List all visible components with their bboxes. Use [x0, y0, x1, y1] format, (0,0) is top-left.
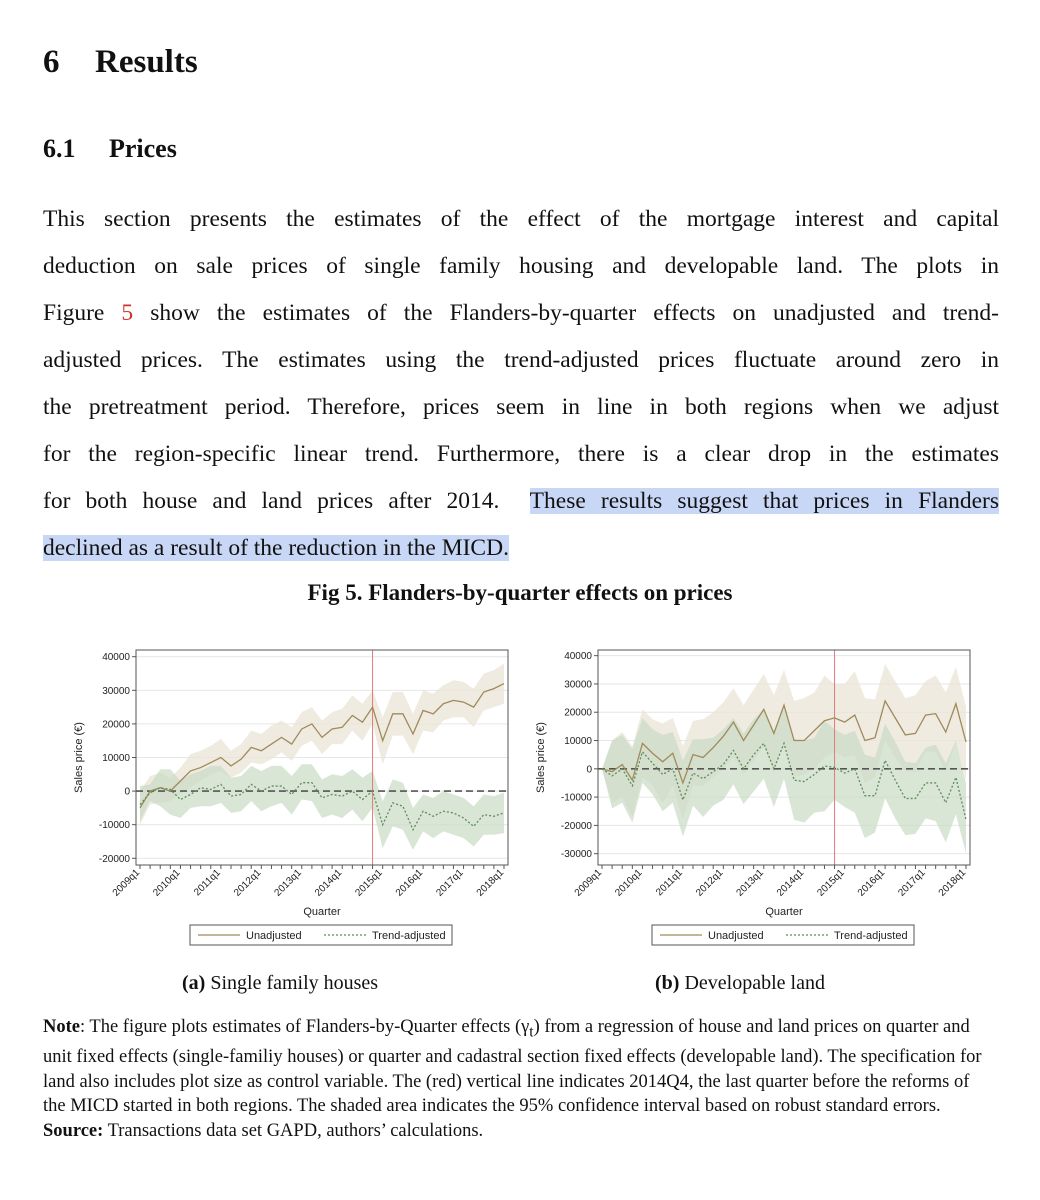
x-tick-label: 2017q1	[896, 867, 928, 899]
y-tick-label: 0	[124, 786, 130, 798]
note-text: : The figure plots estimates of Flanders-by-Quarter effects (γ	[79, 1017, 530, 1037]
highlighted-text[interactable]: These results suggest that prices in Flanders	[529, 488, 999, 514]
y-tick-label: -30000	[560, 849, 592, 861]
paragraph-line: deduction on sale prices of single family housing and developable land. The plots in	[43, 253, 999, 279]
legend-label-unadjusted: Unadjusted	[708, 930, 764, 942]
x-tick-label: 2012q1	[694, 867, 726, 899]
y-tick-label: 10000	[102, 753, 130, 764]
subcaption-b-text: Developable land	[684, 972, 825, 994]
figure-reference-link[interactable]: 5	[121, 300, 134, 326]
subcaption-a-text: Single family houses	[210, 972, 379, 994]
source-label: Source:	[43, 1120, 104, 1141]
subsection-number: 6.1	[43, 134, 76, 163]
trend-adjusted-ci-band	[140, 764, 504, 850]
paragraph-line-text: show the estimates of the Flanders-by-quarter effects on unadjusted and trend-	[150, 300, 1000, 326]
section-heading	[43, 44, 198, 81]
legend-label-unadjusted: Unadjusted	[246, 930, 302, 942]
y-tick-label: 0	[586, 764, 592, 776]
x-tick-label: 2014q1	[774, 867, 807, 899]
paragraph-line: adjusted prices. The estimates using the trend-adjusted prices fluctuate around zero in	[43, 347, 999, 373]
x-tick-label: 2009q1	[572, 867, 605, 899]
y-tick-label: 40000	[102, 652, 130, 664]
chart-legend	[190, 925, 452, 945]
x-tick-label: 2011q1	[654, 867, 686, 899]
section-number: 6	[43, 44, 60, 80]
y-tick-label: -10000	[560, 792, 592, 804]
x-tick-label: 2012q1	[232, 867, 264, 899]
chart-developable-land	[532, 640, 972, 960]
x-tick-label: 2010q1	[613, 867, 645, 899]
x-tick-label: 2017q1	[434, 867, 466, 899]
subsection-title: Prices	[109, 134, 177, 163]
x-tick-label: 2016q1	[855, 867, 888, 899]
x-tick-label: 2013q1	[272, 867, 304, 899]
y-tick-label: -10000	[98, 820, 130, 832]
note-subscript: t	[529, 1023, 534, 1041]
section-title: Results	[95, 44, 198, 80]
y-axis-title: Sales price (€)	[73, 722, 85, 793]
note-text-2: ) from a regression of house and land prices on quarter and unit fixed effects (single-familiy houses) or quarter and cadastral section fixed effects (developable land). The specification for land also includes plot size as control variable. The (red) vertical line indicates 2014Q4, the last quarter before the reforms of the MICD started in both regions. The shaded area indicates the 95% confidence interval based on robust standard errors.	[43, 1017, 982, 1117]
y-axis-title: Sales price (€)	[535, 722, 547, 793]
x-tick-label: 2018q1	[474, 867, 507, 899]
body-paragraph	[43, 196, 999, 572]
subcaption-b-label: (b)	[655, 972, 680, 994]
x-tick-label: 2018q1	[936, 867, 969, 899]
y-tick-label: 30000	[564, 679, 592, 691]
paragraph-line	[43, 290, 999, 337]
paragraph-line	[43, 478, 999, 525]
figure-title: Fig 5. Flanders-by-quarter effects on prices	[307, 580, 733, 605]
x-axis-title: Quarter	[303, 906, 341, 918]
legend-label-trend-adjusted: Trend-adjusted	[834, 930, 908, 942]
subcaption-a	[182, 972, 378, 995]
y-tick-label: 30000	[102, 685, 130, 697]
y-tick-label: 10000	[564, 736, 592, 748]
note-paragraph	[43, 1015, 993, 1119]
x-tick-label: 2016q1	[393, 867, 426, 899]
y-tick-label: 20000	[564, 707, 592, 719]
legend-label-trend-adjusted: Trend-adjusted	[372, 930, 446, 942]
chart-legend	[652, 925, 914, 945]
y-tick-label: -20000	[98, 853, 130, 865]
paragraph-line-text: for both house and land prices after 2014.	[43, 488, 500, 514]
x-tick-label: 2015q1	[353, 867, 385, 899]
x-tick-label: 2010q1	[151, 867, 183, 899]
x-tick-label: 2014q1	[312, 867, 345, 899]
chart-svg	[70, 640, 510, 955]
subsection-heading	[43, 134, 177, 164]
y-tick-label: -20000	[560, 820, 592, 832]
note-label: Note	[43, 1017, 80, 1037]
figure-note	[43, 1015, 993, 1143]
subcaption-a-label: (a)	[182, 972, 206, 994]
y-tick-label: 20000	[102, 719, 130, 731]
x-tick-label: 2015q1	[815, 867, 847, 899]
x-tick-label: 2011q1	[192, 867, 224, 899]
x-tick-label: 2013q1	[734, 867, 766, 899]
x-axis-title: Quarter	[765, 906, 803, 918]
y-tick-label: 40000	[564, 651, 592, 663]
subcaption-b	[655, 972, 825, 995]
chart-single-family-houses	[70, 640, 510, 960]
paragraph-line: for the region-specific linear trend. Furthermore, there is a clear drop in the estimates	[43, 441, 999, 467]
chart-svg	[532, 640, 972, 955]
source-text: Transactions data set GAPD, authors’ calculations.	[103, 1120, 484, 1141]
paragraph-line: This section presents the estimates of the effect of the mortgage interest and capital	[43, 206, 999, 232]
x-tick-label: 2009q1	[110, 867, 143, 899]
paragraph-line	[43, 525, 999, 572]
highlighted-text[interactable]: declined as a result of the reduction in the MICD.	[43, 535, 509, 561]
source-paragraph	[43, 1119, 993, 1144]
figure-word: Figure	[43, 300, 105, 326]
paragraph-line: the pretreatment period. Therefore, prices seem in line in both regions when we adjust	[43, 394, 999, 420]
